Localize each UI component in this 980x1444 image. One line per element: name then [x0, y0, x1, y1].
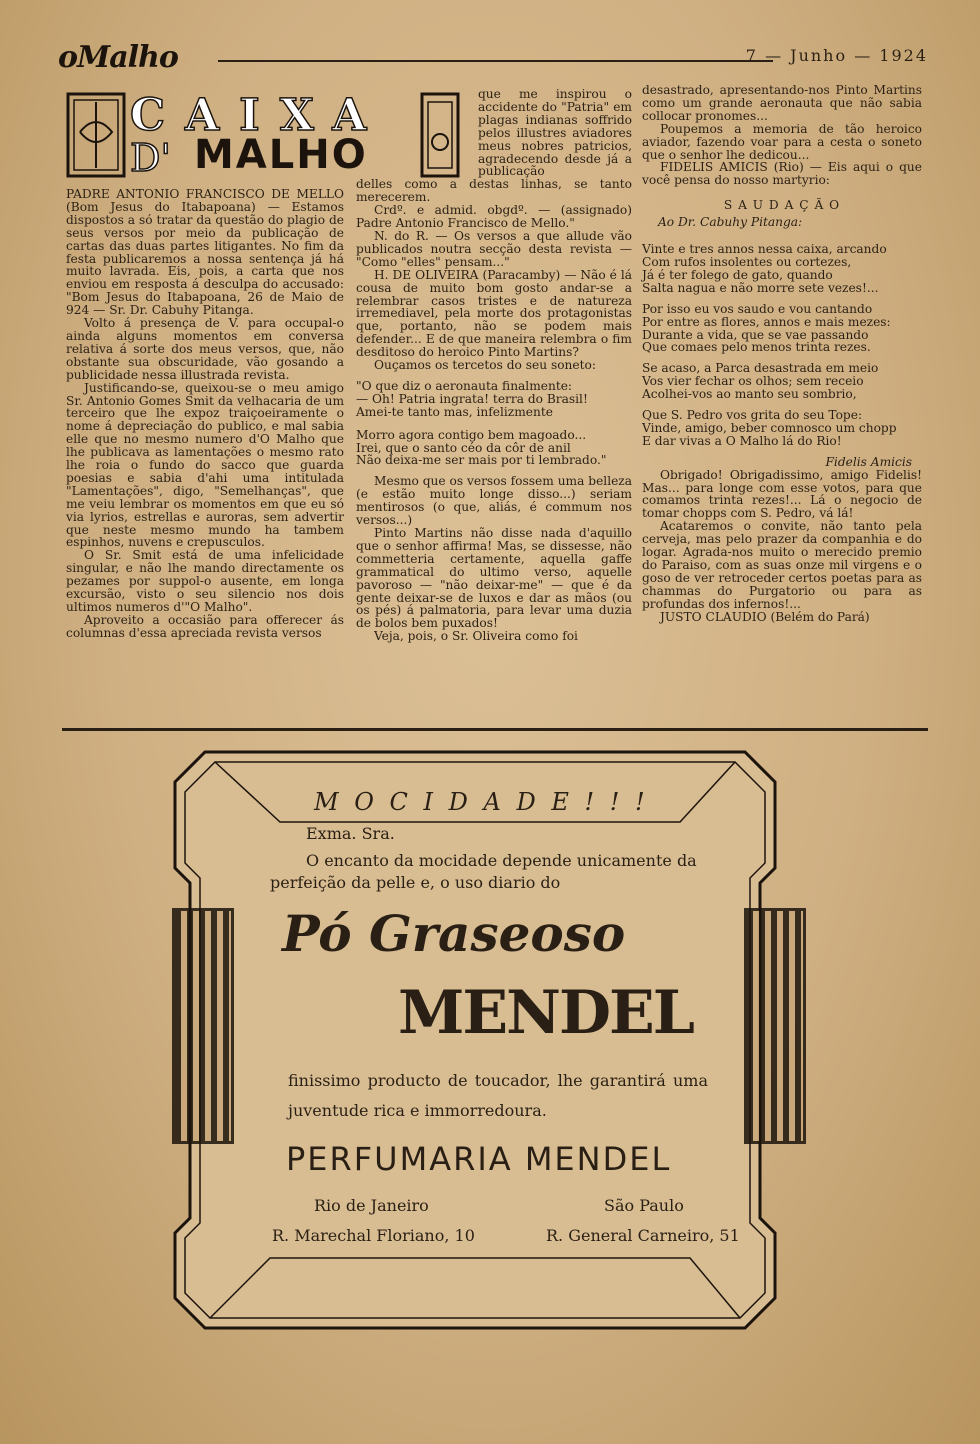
- ad-tagline: finissimo producto de toucador, lhe garantirá uma juventude rica e immorredoura.: [288, 1071, 708, 1120]
- caixa-malho: MALHO: [194, 132, 368, 178]
- header-rule: [218, 60, 773, 62]
- masthead: [58, 40, 928, 76]
- col2-after-1: Mesmo que os versos fossem uma belleza (e estão muito longe disso...) seriam mentirosos (o que, aliás, é commum nos versos...): [356, 474, 632, 528]
- column-1: [66, 188, 344, 640]
- poem-line: Vinte e tres annos nessa caixa, arcando: [642, 242, 887, 257]
- poem-line: Acolhei-vos ao manto seu sombrio,: [642, 387, 857, 402]
- ad-store: PERFUMARIA MENDEL: [286, 1140, 672, 1178]
- ad-address-sp: R. General Carneiro, 51: [546, 1226, 740, 1245]
- poem-line: Se acaso, a Parca desastrada em meio: [642, 361, 879, 376]
- ad-product-script: Pó Graseoso: [282, 904, 626, 963]
- col2-para-4: H. DE OLIVEIRA (Paracamby) — Não é lá cousa de muito bom gosto andar-se a relembrar casos tristes e de natureza irremediavel, pela morte dos protagonistas que, portanto, não se podem mais defender... E de que maneira relembra o fim desditoso do heroico Pinto Martins?: [356, 267, 632, 360]
- logo: oMalho: [58, 40, 178, 75]
- saudacao-dedication: Ao Dr. Cabuhy Pitanga:: [658, 215, 803, 230]
- col2-top-para: que me inspirou o accidente do "Patria" em plagas indianas soffrido pelos illustres aviadores meus nobres patricios, agradecendo desde já a publicação: [478, 87, 632, 179]
- column-2: [356, 88, 632, 643]
- sonnet-line: Morro agora contigo bem magoado...: [356, 427, 587, 442]
- poem-line: Por entre as flores, annos e mais mezes:: [642, 314, 891, 329]
- col2-para-5: Ouçamos os tercetos do seu soneto:: [374, 358, 596, 373]
- ad-brand: MENDEL: [398, 978, 693, 1048]
- saudacao-stanza-2: [642, 303, 922, 355]
- poem-line: Que S. Pedro vos grita do seu Tope:: [642, 408, 863, 423]
- poem-line: Já é ter folego de gato, quando: [642, 267, 833, 282]
- col3-para-2: Poupemos a memoria de tão heroico aviador, fazendo voar para a cesta o soneto que o senhor lhe dedicou...: [642, 121, 922, 162]
- poem-line: Vinde, amigo, beber comnosco um chopp: [642, 420, 897, 435]
- col1-para-2: Volto á presença de V. para occupal-o ainda alguns momentos em conversa relativa á sorte dos meus versos, que, não obstante sua obscuridade, vão gosando a publicidade nessa illustrada revista.: [66, 316, 344, 382]
- saudacao-stanza-3: [642, 362, 922, 401]
- issue-date: 7 — Junho — 1924: [745, 46, 928, 65]
- saudacao-stanza-1: [642, 243, 922, 295]
- sonnet-line: Irei, que o santo céo da côr de anil: [356, 440, 571, 455]
- col1-para-1: PADRE ANTONIO FRANCISCO DE MELLO (Bom Jesus do Itabapoana) — Estamos dispostos a só tratar da questão do plagio de seus versos por meio da publicação de cartas das duas partes litigantes. No fim da festa publicaremos a nossa sentença já há muito lavrada. Eis, pois, a carta que nos enviou em resposta á desculpa do accusado: "Bom Jesus do Itabapoana, 26 de Maio de 924 — Sr. Dr. Cabuhy Pitanga.: [66, 187, 344, 318]
- col2-after-2: Pinto Martins não disse nada d'aquillo que o senhor affirma! Mas, se dissesse, não commetteria certamente, aquella gaffe grammatical do ultimo verso, aquelle pavoroso — "não deixar-me" — que é da gente deixar-se de luxos e dar as mãos (ou os pés) á palmatoria, para levar uma duzia de bolos bem puxados!: [356, 526, 632, 631]
- poem-line: Durante a vida, que se vae passando: [642, 327, 869, 342]
- saudacao-stanza-4: [642, 409, 922, 448]
- caixa-ornament-left-icon: [66, 92, 126, 178]
- sonnet: [356, 380, 632, 467]
- sonnet-line: Não deixa-me ser mais por ti lembrado.": [356, 453, 607, 468]
- col1-para-5: Aproveito a occasião para offerecer ás columnas d'essa apreciada revista versos: [66, 612, 344, 640]
- ad-intro: O encanto da mocidade depende unicamente da perfeição da pelle e, o uso diario do: [270, 851, 697, 892]
- sonnet-line: Amei-te tanto mas, infelizmente: [356, 404, 553, 419]
- ad-city-sp: São Paulo: [604, 1196, 684, 1215]
- col2-para-2: Crdº. e admid. obgdº. — (assignado) Padre Antonio Francisco de Mello.": [356, 203, 632, 231]
- col3-after-2: Acataremos o convite, não tanto pela cerveja, mas pelo prazer da companhia e do logar. Agrada-nos muito o merecido premio do Paraiso, com as suas onze mil virgens e o goso de ver retroceder certos poetas para as chammas do Purgatorio ou para as profundas dos infernos!...: [642, 519, 922, 611]
- poem-line: Salta nagua e não morre sete vezes!...: [642, 280, 879, 295]
- ad-headline: M O C I D A D E ! ! !: [314, 788, 649, 816]
- col2-after-3: Veja, pois, o Sr. Oliveira como foi: [374, 629, 578, 644]
- col3-after-3: JUSTO CLAUDIO (Belém do Pará): [660, 609, 870, 624]
- poem-line: Por isso eu vos saudo e vou cantando: [642, 301, 873, 316]
- ad-frame-border: [0, 738, 980, 1358]
- ad-ornament-right-icon: [744, 908, 806, 1144]
- saudacao-title: S A U D A Ç Ã O: [723, 198, 841, 213]
- col1-para-3: Justificando-se, queixou-se o meu amigo Sr. Antonio Gomes Smit da velhacaria de um terceiro que lhe expoz traiçoeiramente o nome á depreciação do publico, e mal sabia elle que no mesmo numero d'O Malho que lhe publicava as lamentações o mesmo rato lhe roia o fundo do sacco que guarda poesias e sabia d'ahi uma intitulada "Lamentações", digo, "Semelhanças", que me veiu lembrar os momentos em que eu só via lyrios, estrellas e auroras, sem advertir que neste mesmo mundo ha tambem espinhos, nuvens e crepusculos.: [66, 380, 344, 550]
- col3-para-1: desastrado, apresentando-nos Pinto Martins como um grande aeronauta que não sabia collocar pronomes...: [642, 83, 922, 123]
- col3-after-1: Obrigado! Obrigadissimo, amigo Fidelis! Mas... para longe com esse votos, para que comamos trinta rezes!... Lá o negocio de tomar chopps com S. Pedro, vá lá!: [642, 467, 922, 521]
- col3-para-3: FIDELIS AMICIS (Rio) — Eis aqui o que você pensa do nosso martyrio:: [642, 160, 922, 188]
- poem-line: Que comaes pelo menos trinta rezes.: [642, 340, 871, 355]
- col2-para-3: N. do R. — Os versos a que allude vão publicados noutra secção desta revista — "Como "elles" pensam...": [356, 228, 632, 269]
- col1-para-4: O Sr. Smit está de uma infelicidade singular, e não lhe mando directamente os pezames por suppol-o ausente, em longa excursão, visto o seu silencio nos dois ultimos numeros d'"O Malho".: [66, 548, 344, 614]
- poem-line: Vos vier fechar os olhos; sem receio: [642, 374, 864, 389]
- caixa-title: CAIXA: [130, 90, 387, 141]
- poem-line: Com rufos insolentes ou cortezes,: [642, 254, 852, 269]
- ad-ornament-left-icon: [172, 908, 234, 1144]
- ad-city-rio: Rio de Janeiro: [314, 1196, 429, 1215]
- poem-line: E dar vivas a O Malho lá do Rio!: [642, 433, 842, 448]
- saudacao-signature: Fidelis Amicis: [825, 454, 912, 469]
- col2-para-1: delles como a destas linhas, se tanto merecerem.: [356, 177, 632, 205]
- ad-address-rio: R. Marechal Floriano, 10: [272, 1226, 475, 1245]
- section-divider: [62, 728, 928, 731]
- caixa-d: D': [130, 136, 171, 180]
- ad-salutation: Exma. Sra.: [306, 824, 395, 843]
- column-3: [642, 84, 922, 624]
- sonnet-line: — Oh! Patria ingrata! terra do Brasil!: [356, 391, 588, 406]
- sonnet-line: "O que diz o aeronauta finalmente:: [356, 378, 573, 393]
